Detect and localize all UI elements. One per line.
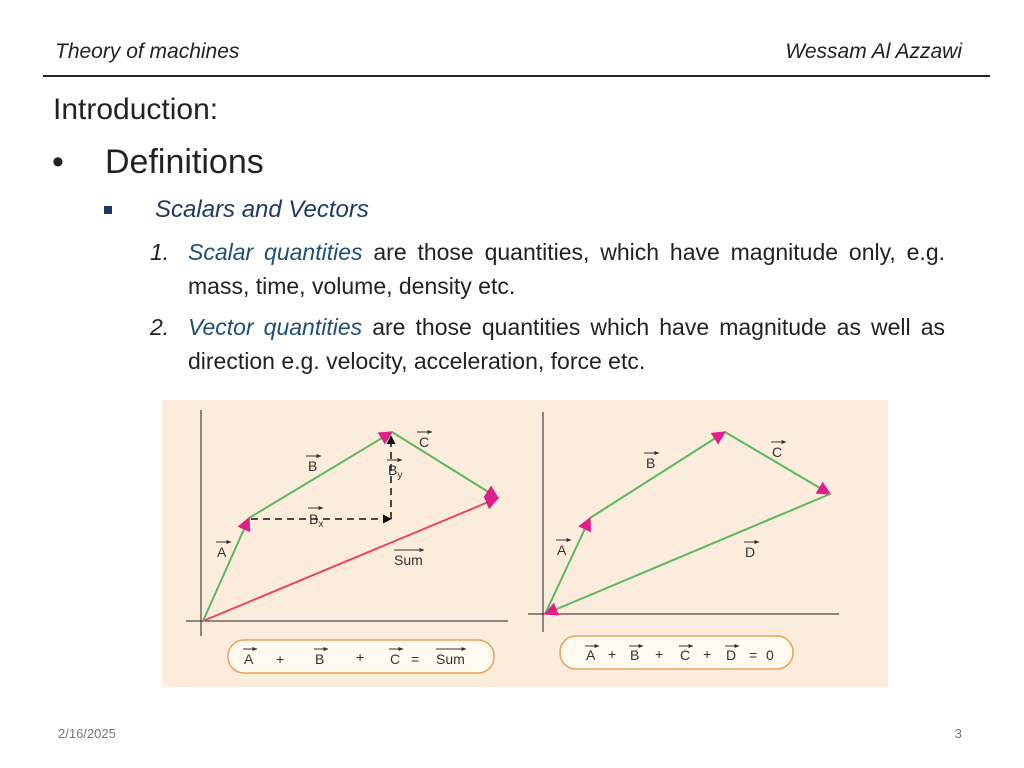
eq-left-b: B: [315, 651, 325, 667]
label-b: B: [646, 455, 656, 471]
label-by: $B_y$: [388, 462, 403, 481]
list-item: [150, 310, 945, 378]
vector-sum-arrow: [203, 498, 498, 621]
eq-left-sum: Sum: [436, 651, 465, 667]
vector-b-arrow: [590, 432, 725, 518]
vector-c-arrow: [392, 432, 498, 498]
eq-right-c: C: [680, 647, 691, 663]
label-c: C: [419, 434, 430, 450]
author-name: Wessam Al Azzawi: [785, 40, 962, 63]
eq-left-c: C: [390, 651, 401, 667]
label-a: A: [557, 542, 567, 558]
label-b: B: [308, 458, 318, 474]
eq-left-a: A: [244, 651, 254, 667]
bullet-heading: Definitions: [105, 143, 264, 181]
list-number: 2.: [150, 314, 170, 340]
footer-date: 2/16/2025: [58, 726, 116, 741]
subheading: Scalars and Vectors: [155, 196, 369, 223]
page-number: 3: [954, 726, 962, 741]
eq-right-equals: =: [749, 647, 758, 663]
eq-left-plus1: +: [276, 651, 285, 667]
left-diagram: [186, 410, 508, 673]
term-scalar: Scalar quantities: [188, 239, 363, 265]
eq-right-a: A: [586, 647, 596, 663]
eq-right-b: B: [630, 647, 640, 663]
vector-c-arrow: [725, 432, 830, 494]
course-title: Theory of machines: [55, 40, 240, 63]
list-text: [188, 235, 945, 303]
term-vector: Vector quantities: [188, 314, 363, 340]
label-a: A: [217, 544, 227, 560]
label-sum: Sum: [394, 552, 423, 568]
label-d: D: [745, 544, 756, 560]
square-bullet-icon: [104, 206, 112, 214]
eq-right-d: D: [726, 647, 737, 663]
eq-right-plus2: +: [655, 646, 664, 662]
eq-right-plus3: +: [703, 646, 712, 662]
list-number: 1.: [150, 239, 170, 265]
definition-vector: are those quantities which have magnitude as well as direction e.g. velocity, acceleration, force etc.: [188, 314, 946, 374]
vector-a-arrow: [545, 518, 590, 614]
label-bx: $B_x$: [309, 511, 324, 530]
list-text: [188, 310, 945, 378]
vector-d-arrow: [545, 494, 830, 614]
vector-b-arrow: [249, 432, 392, 518]
eq-left-plus2: +: [356, 649, 365, 665]
label-c: C: [772, 444, 783, 460]
round-bullet-icon: •: [52, 143, 64, 181]
list-item: [150, 235, 945, 303]
eq-right-plus1: +: [608, 646, 617, 662]
right-diagram: [528, 412, 839, 669]
section-title: Introduction:: [53, 93, 219, 126]
eq-left-equals: =: [411, 651, 420, 667]
vector-diagrams: [162, 400, 888, 687]
eq-right-zero: 0: [766, 647, 774, 663]
vector-figure: [162, 400, 888, 687]
definition-scalar: are those quantities, which have magnitude only, e.g. mass, time, volume, density etc.: [188, 239, 945, 299]
header-divider: [43, 75, 990, 77]
